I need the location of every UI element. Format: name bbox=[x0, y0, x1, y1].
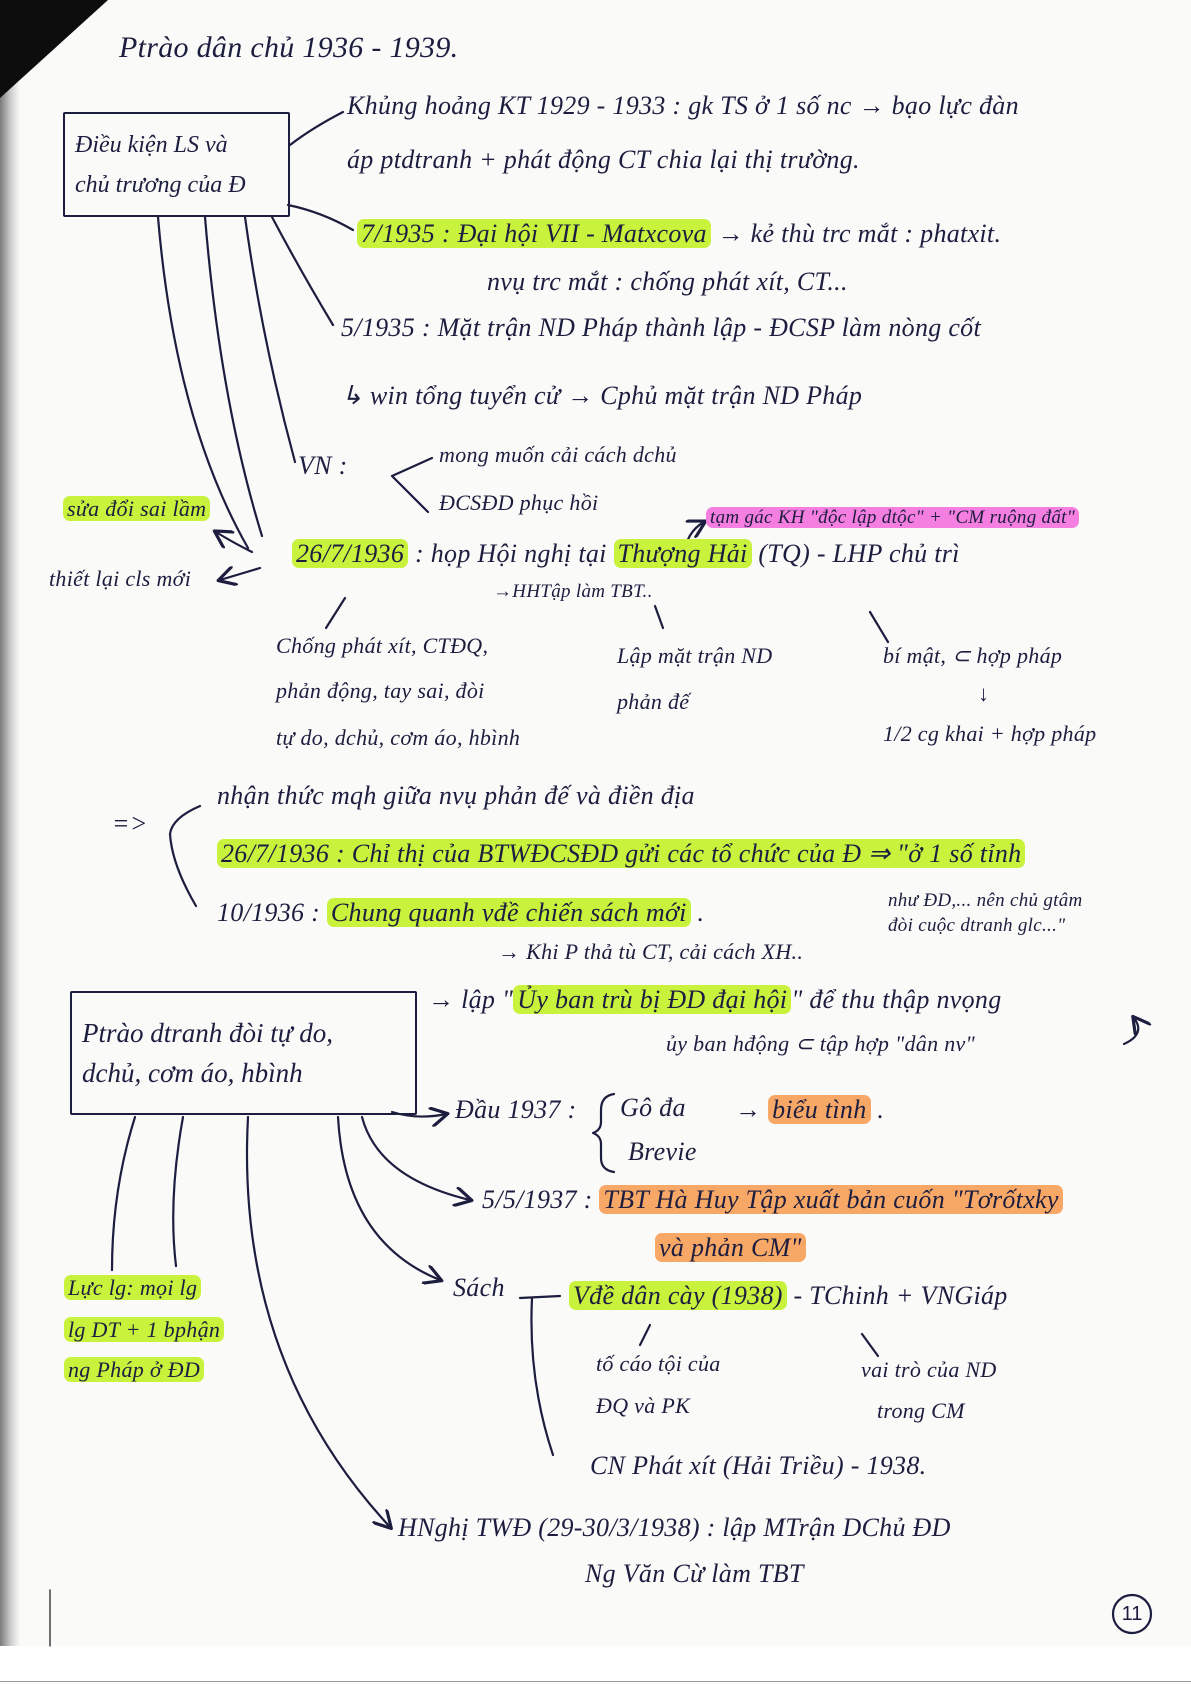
directive-note: như ĐD,... nên chủ gtâm bbox=[888, 890, 1083, 911]
committee-line bbox=[428, 984, 1002, 1016]
forces-line bbox=[64, 1274, 201, 1302]
struggle-line: phản động, tay sai, đòi bbox=[276, 678, 485, 703]
protest-arrow: → bbox=[735, 1095, 769, 1124]
side-note-highlight: sửa đổi sai lầm bbox=[63, 496, 210, 521]
postponed-highlight: tạm gác KH "độc lập dtộc" + "CM ruộng đất" bbox=[706, 507, 1079, 528]
governor-name: Brevie bbox=[628, 1137, 697, 1166]
movement-box-line: Ptrào dtranh đòi tự do, bbox=[82, 1018, 333, 1048]
directive-line bbox=[217, 838, 1025, 870]
conditions-box-line: Điều kiện LS và bbox=[75, 131, 228, 158]
book-point: trong CM bbox=[877, 1398, 965, 1423]
struggle-line: Chống phát xít, CTĐQ, bbox=[276, 633, 489, 658]
book-point: ĐQ và PK bbox=[596, 1393, 691, 1418]
crisis-line: áp ptdtranh + phát động CT chia lại thị trường. bbox=[347, 145, 860, 174]
meeting-note: →HHTập làm TBT.. bbox=[493, 581, 653, 602]
peasant-book-line bbox=[569, 1280, 1008, 1312]
front-line: Lập mặt trận ND bbox=[617, 643, 773, 668]
vn-item: mong muốn cải cách dchủ bbox=[439, 442, 677, 467]
early-1937-label: Đầu 1937 : bbox=[455, 1095, 577, 1124]
forces-line bbox=[64, 1316, 224, 1344]
plenum-line: HNghị TWĐ (29-30/3/1938) : lập MTrận DChủ ĐD bbox=[398, 1513, 951, 1542]
new-policy-date: 10/1936 : bbox=[217, 898, 327, 927]
publication-highlight: TBT Hà Huy Tập xuất bản cuốn "Tơrốtxky bbox=[599, 1185, 1062, 1214]
conditions-box-line: chủ trương của Đ bbox=[75, 171, 246, 198]
books-label: Sách bbox=[453, 1273, 505, 1302]
meeting-date: 26/7/1936 bbox=[292, 539, 408, 568]
protest-end: . bbox=[870, 1095, 885, 1124]
committee-post: " để thu thập nvọng bbox=[791, 985, 1002, 1014]
front-line: phản đế bbox=[617, 689, 690, 714]
forms-line: bí mật, ⊂ hợp pháp bbox=[883, 643, 1063, 668]
new-policy-highlight: Chung quanh vđề chiến sách mới bbox=[327, 898, 691, 927]
meeting-line bbox=[292, 538, 960, 570]
forces-highlight: lg DT + 1 bphận bbox=[64, 1317, 224, 1342]
down-arrow-icon: ↓ bbox=[978, 681, 990, 706]
meeting-place: Thượng Hải bbox=[614, 539, 752, 568]
directive-note: đòi cuộc dtranh glc..." bbox=[888, 915, 1066, 936]
committee-highlight: Ủy ban trù bị ĐD đại hội bbox=[513, 985, 791, 1014]
plenum-line: Ng Văn Cừ làm TBT bbox=[585, 1559, 804, 1588]
forces-highlight: Lực lg: mọi lg bbox=[64, 1275, 201, 1300]
page-title: Ptrào dân chủ 1936 - 1939. bbox=[119, 31, 459, 64]
book-point: vai trò của ND bbox=[861, 1357, 997, 1382]
directive-highlight: 26/7/1936 : Chỉ thị của BTWĐCSĐD gửi các tổ chức của Đ ⇒ "ở 1 số tỉnh bbox=[217, 839, 1025, 868]
committee-note: ủy ban hđộng ⊂ tập hợp "dân nv" bbox=[666, 1031, 976, 1056]
peasant-book-authors: - TChinh + VNGiáp bbox=[786, 1281, 1008, 1310]
congress-enemy: → kẻ thù trc mắt : phatxit. bbox=[710, 219, 1002, 248]
book-point: tố cáo tội của bbox=[596, 1351, 721, 1376]
postponed-note bbox=[706, 506, 1079, 530]
scan-bottom-rule bbox=[0, 1681, 1191, 1682]
peasant-book-highlight: Vđề dân cày (1938) bbox=[569, 1281, 787, 1310]
forces-line bbox=[64, 1356, 204, 1384]
congress-highlight: 7/1935 : Đại hội VII - Matxcova bbox=[357, 219, 711, 248]
comintern-congress bbox=[357, 218, 1001, 250]
fascism-book: CN Phát xít (Hải Triều) - 1938. bbox=[590, 1451, 927, 1480]
french-front-line: 5/1935 : Mặt trận ND Pháp thành lập - ĐCSP làm nòng cốt bbox=[341, 313, 982, 342]
page-number: 11 bbox=[1121, 1603, 1143, 1625]
side-note: thiết lại cls mới bbox=[49, 566, 192, 591]
crisis-line: Khủng hoảng KT 1929 - 1933 : gk TS ở 1 số nc → bạo lực đàn bbox=[347, 91, 1019, 120]
publication-line bbox=[482, 1184, 1063, 1216]
vn-label: VN : bbox=[298, 451, 348, 480]
publication-date: 5/5/1937 : bbox=[482, 1185, 600, 1214]
meeting-rest: (TQ) - LHP chủ trì bbox=[751, 539, 960, 568]
protest-highlight: biểu tình bbox=[768, 1095, 870, 1124]
page-edge-shadow bbox=[0, 0, 20, 1646]
meeting-text: : họp Hội nghị tại bbox=[408, 539, 614, 568]
forms-line: 1/2 cg khai + hợp pháp bbox=[883, 721, 1097, 746]
publication-highlight: và phản CM" bbox=[655, 1233, 806, 1262]
new-policy-line bbox=[217, 897, 704, 929]
french-front-line: ↳ win tổng tuyển cử → Cphủ mặt trận ND Pháp bbox=[341, 381, 863, 410]
struggle-line: tự do, dchủ, cơm áo, hbình bbox=[276, 725, 521, 750]
side-note bbox=[63, 495, 210, 523]
movement-box bbox=[70, 991, 417, 1115]
governor-name: Gô đa bbox=[620, 1093, 686, 1122]
movement-box-line: dchủ, cơm áo, hbình bbox=[82, 1058, 303, 1088]
conditions-box bbox=[63, 112, 290, 217]
forces-highlight: ng Pháp ở ĐD bbox=[64, 1357, 204, 1382]
new-policy-end: . bbox=[690, 898, 705, 927]
publication-line-2 bbox=[655, 1232, 806, 1264]
conclusion-mark: => bbox=[112, 809, 148, 838]
committee-pre: → lập " bbox=[428, 985, 514, 1014]
awareness-line: nhận thức mqh giữa nvụ phản đế và điền địa bbox=[217, 781, 695, 810]
protest-line bbox=[735, 1094, 884, 1126]
amnesty-note: → Khi P thả tù CT, cải cách XH.. bbox=[498, 939, 804, 964]
vn-item: ĐCSĐD phục hồi bbox=[439, 490, 599, 515]
congress-task: nvụ trc mắt : chống phát xít, CT... bbox=[487, 267, 848, 296]
